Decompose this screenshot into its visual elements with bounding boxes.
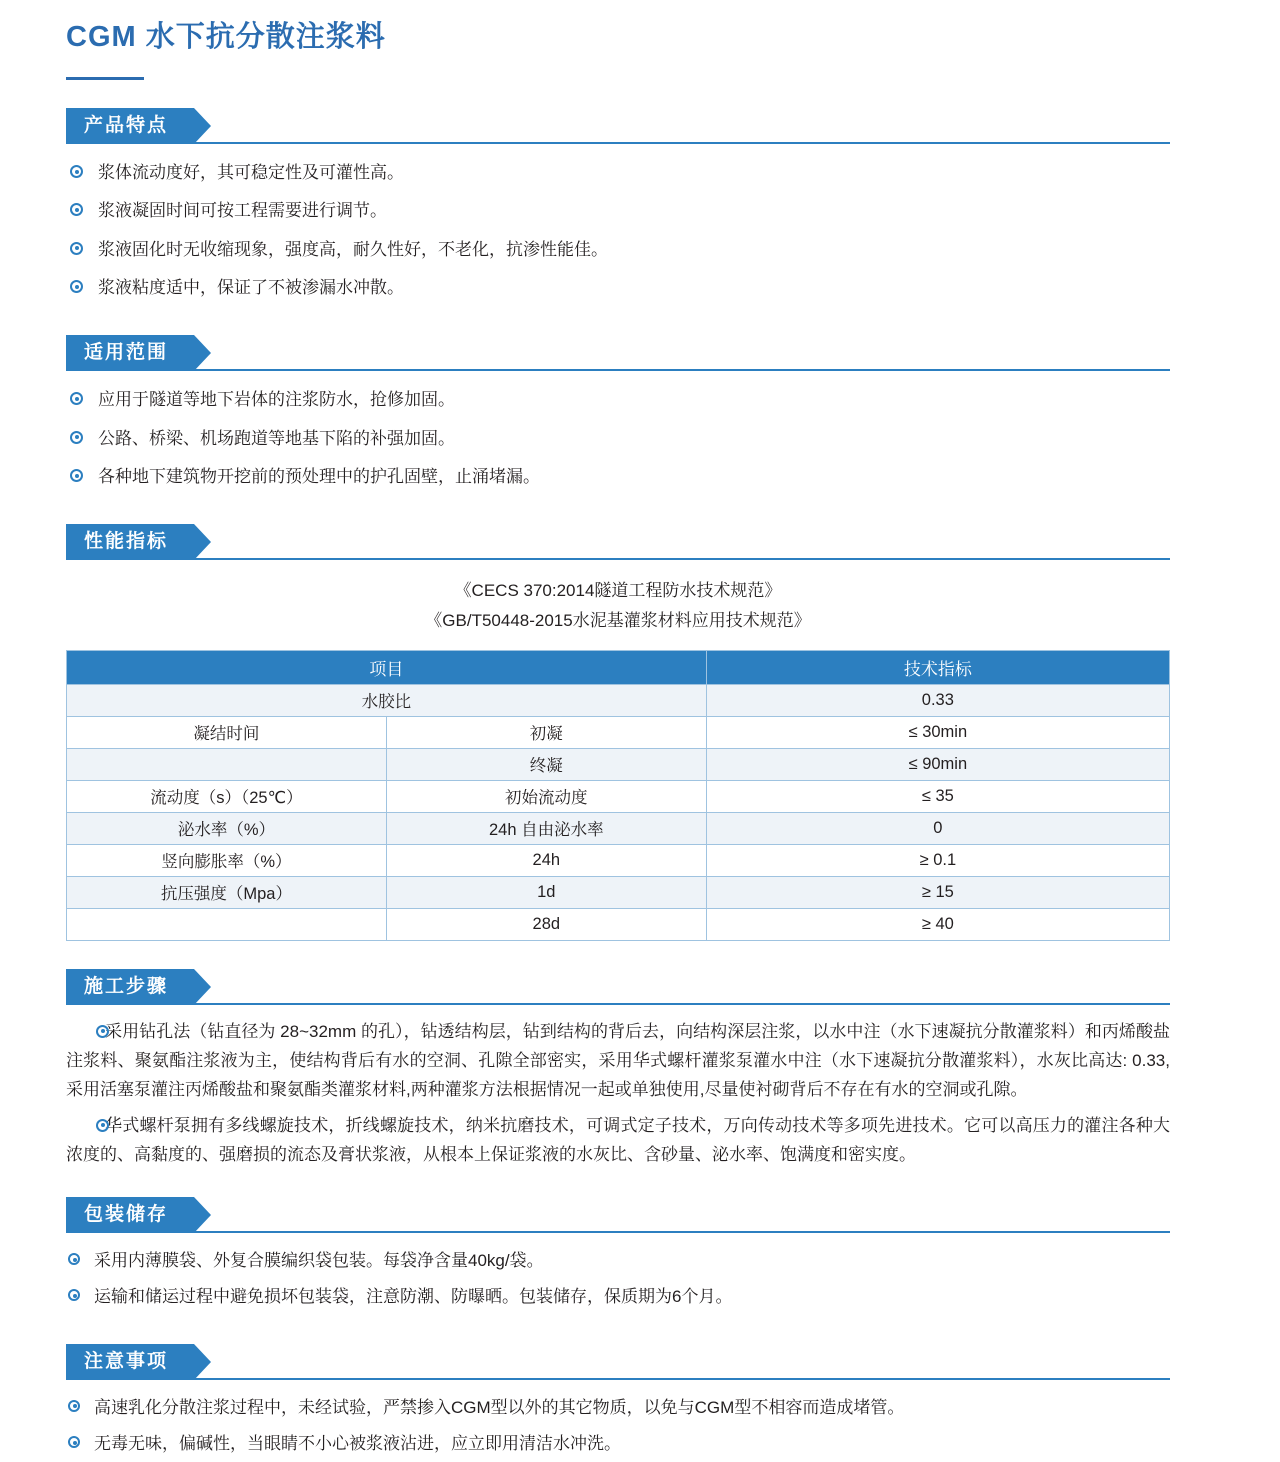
table-row xyxy=(67,748,1170,780)
paragraph-text: 华式螺杆泵拥有多线螺旋技术，折线螺旋技术，纳米抗磨技术，可调式定子技术，万向传动技术等多项先进技术。它可以高压力的灌注各种大浓度的、高黏度的、强磨损的流态及膏状浆液，从根本上保证浆液的水灰比、含砂量、泌水率、饱满度和密实度。 xyxy=(66,1115,1170,1164)
page-title: CGM 水下抗分散注浆料 xyxy=(66,21,386,53)
table-cell: ≤ 30min xyxy=(706,716,1169,748)
section-performance xyxy=(0,524,1280,941)
table-cell: 水胶比 xyxy=(67,684,707,716)
section-title-scope: 适用范围 xyxy=(66,335,194,371)
bullet-circle-icon xyxy=(68,1436,80,1448)
bullet-circle-icon xyxy=(70,203,83,216)
table-row xyxy=(67,876,1170,908)
bullet-circle-icon xyxy=(70,431,83,444)
table-cell: ≤ 35 xyxy=(706,780,1169,812)
bullet-circle-icon xyxy=(70,469,83,482)
bullet-circle-icon xyxy=(68,1289,80,1301)
table-row xyxy=(67,908,1170,940)
table-cell: ≥ 0.1 xyxy=(706,844,1169,876)
standard-line: 《CECS 370:2014隧道工程防水技术规范》 xyxy=(454,581,782,601)
list-item xyxy=(66,1426,1170,1462)
bullet-circle-icon xyxy=(96,1119,109,1132)
list-item-text: 浆液凝固时间可按工程需要进行调节。 xyxy=(98,201,387,221)
table-cell: 抗压强度（Mpa） xyxy=(67,876,387,908)
list-item xyxy=(66,231,1170,269)
table-cell: ≥ 40 xyxy=(706,908,1169,940)
section-rule xyxy=(66,1003,1170,1005)
section-features xyxy=(0,108,1280,307)
features-list xyxy=(66,154,1170,307)
scope-list xyxy=(66,381,1170,496)
standards-list xyxy=(66,576,1170,636)
list-item-text: 高速乳化分散注浆过程中，未经试验，严禁掺入CGM型以外的其它物质，以免与CGM型不相容而造成堵管。 xyxy=(94,1397,905,1417)
bullet-circle-icon xyxy=(70,165,83,178)
table-cell: 0.33 xyxy=(706,684,1169,716)
table-header-cell: 项目 xyxy=(67,650,707,684)
section-rule xyxy=(66,558,1170,560)
table-cell: 1d xyxy=(386,876,706,908)
table-header-row xyxy=(67,650,1170,684)
table-cell: 竖向膨胀率（%） xyxy=(67,844,387,876)
list-item-text: 各种地下建筑物开挖前的预处理中的护孔固壁，止涌堵漏。 xyxy=(98,467,540,487)
table-cell: 24h xyxy=(386,844,706,876)
table-cell: 初凝 xyxy=(386,716,706,748)
table-row xyxy=(67,684,1170,716)
table-cell: 28d xyxy=(386,908,706,940)
list-item-text: 浆体流动度好，其可稳定性及可灌性高。 xyxy=(98,163,404,182)
section-rule xyxy=(66,142,1170,144)
section-header-packaging xyxy=(66,1197,1170,1233)
list-item-text: 采用内薄膜袋、外复合膜编织袋包装。每袋净含量40kg/袋。 xyxy=(94,1251,544,1271)
table-cell: 凝结时间 xyxy=(67,716,387,748)
standard-line: 《GB/T50448-2015水泥基灌浆材料应用技术规范》 xyxy=(425,611,811,631)
list-item-text: 浆液粘度适中，保证了不被渗漏水冲散。 xyxy=(98,278,404,298)
list-item xyxy=(66,1390,1170,1426)
list-item-text: 应用于隧道等地下岩体的注浆防水，抢修加固。 xyxy=(98,390,455,410)
table-cell: ≤ 90min xyxy=(706,748,1169,780)
section-scope xyxy=(0,335,1280,496)
table-row xyxy=(67,780,1170,812)
section-header-performance xyxy=(66,524,1170,560)
table-header-cell: 技术指标 xyxy=(706,650,1169,684)
list-item-text: 运输和储运过程中避免损坏包装袋，注意防潮、防曝晒。包装储存，保质期为6个月。 xyxy=(94,1287,733,1307)
paragraph-text: 采用钻孔法（钻直径为 28~32mm 的孔），钻透结构层，钻到结构的背后去，向结构深层注浆，以水中注（水下速凝抗分散灌浆料）和丙烯酸盐注浆料、聚氨酯注浆液为主，使结构背后有水的空洞、孔隙全部密实，采用华式螺杆灌浆泵灌水中注（水下速凝抗分散灌浆料），水灰比高达: 0.33,采用活塞泵灌注丙烯酸盐和聚氨酯类灌浆材料,两种灌浆方法根据情况一起或单独使用,尽量使衬砌背后不存在有水的空洞或孔隙。 xyxy=(66,1021,1170,1100)
list-item xyxy=(66,1243,1170,1279)
list-item xyxy=(66,192,1170,230)
list-item-text: 浆液固化时无收缩现象，强度高，耐久性好，不老化，抗渗性能佳。 xyxy=(98,239,608,259)
section-notes xyxy=(0,1344,1280,1462)
title-underline xyxy=(66,77,144,80)
section-title-steps: 施工步骤 xyxy=(66,969,194,1005)
table-cell: 流动度（s）（25℃） xyxy=(67,780,387,812)
section-header-scope xyxy=(66,335,1170,371)
list-item-text: 无毒无味，偏碱性，当眼睛不小心被浆液沾进，应立即用清洁水冲洗。 xyxy=(94,1434,621,1454)
steps-body xyxy=(66,1017,1170,1169)
table-row xyxy=(67,716,1170,748)
bullet-circle-icon xyxy=(96,1025,109,1038)
section-header-notes xyxy=(66,1344,1170,1380)
section-title-features: 产品特点 xyxy=(66,108,194,144)
list-item xyxy=(66,269,1170,307)
packaging-list xyxy=(66,1243,1170,1316)
list-item xyxy=(66,1279,1170,1315)
table-cell: 初始流动度 xyxy=(386,780,706,812)
table-cell xyxy=(67,908,387,940)
section-title-performance: 性能指标 xyxy=(66,524,194,560)
section-packaging xyxy=(0,1197,1280,1316)
table-cell: 0 xyxy=(706,812,1169,844)
list-item xyxy=(66,154,1170,192)
section-rule xyxy=(66,1231,1170,1233)
paragraph xyxy=(66,1111,1170,1169)
table-cell: 泌水率（%） xyxy=(67,812,387,844)
section-title-notes: 注意事项 xyxy=(66,1344,194,1380)
table-row xyxy=(67,844,1170,876)
paragraph xyxy=(66,1017,1170,1105)
table-row xyxy=(67,812,1170,844)
list-item xyxy=(66,420,1170,458)
section-title-packaging: 包装储存 xyxy=(66,1197,194,1233)
list-item xyxy=(66,458,1170,496)
bullet-circle-icon xyxy=(68,1253,80,1265)
table-cell xyxy=(67,748,387,780)
performance-table xyxy=(66,650,1170,941)
section-header-steps xyxy=(66,969,1170,1005)
bullet-circle-icon xyxy=(68,1400,80,1412)
table-cell: 24h 自由泌水率 xyxy=(386,812,706,844)
section-steps xyxy=(0,969,1280,1169)
table-cell: ≥ 15 xyxy=(706,876,1169,908)
bullet-circle-icon xyxy=(70,392,83,405)
bullet-circle-icon xyxy=(70,280,83,293)
bullet-circle-icon xyxy=(70,242,83,255)
list-item-text: 公路、桥梁、机场跑道等地基下陷的补强加固。 xyxy=(98,428,455,448)
list-item xyxy=(66,381,1170,419)
section-header-features xyxy=(66,108,1170,144)
notes-list xyxy=(66,1390,1170,1462)
table-cell: 终凝 xyxy=(386,748,706,780)
section-rule xyxy=(66,369,1170,371)
section-rule xyxy=(66,1378,1170,1380)
